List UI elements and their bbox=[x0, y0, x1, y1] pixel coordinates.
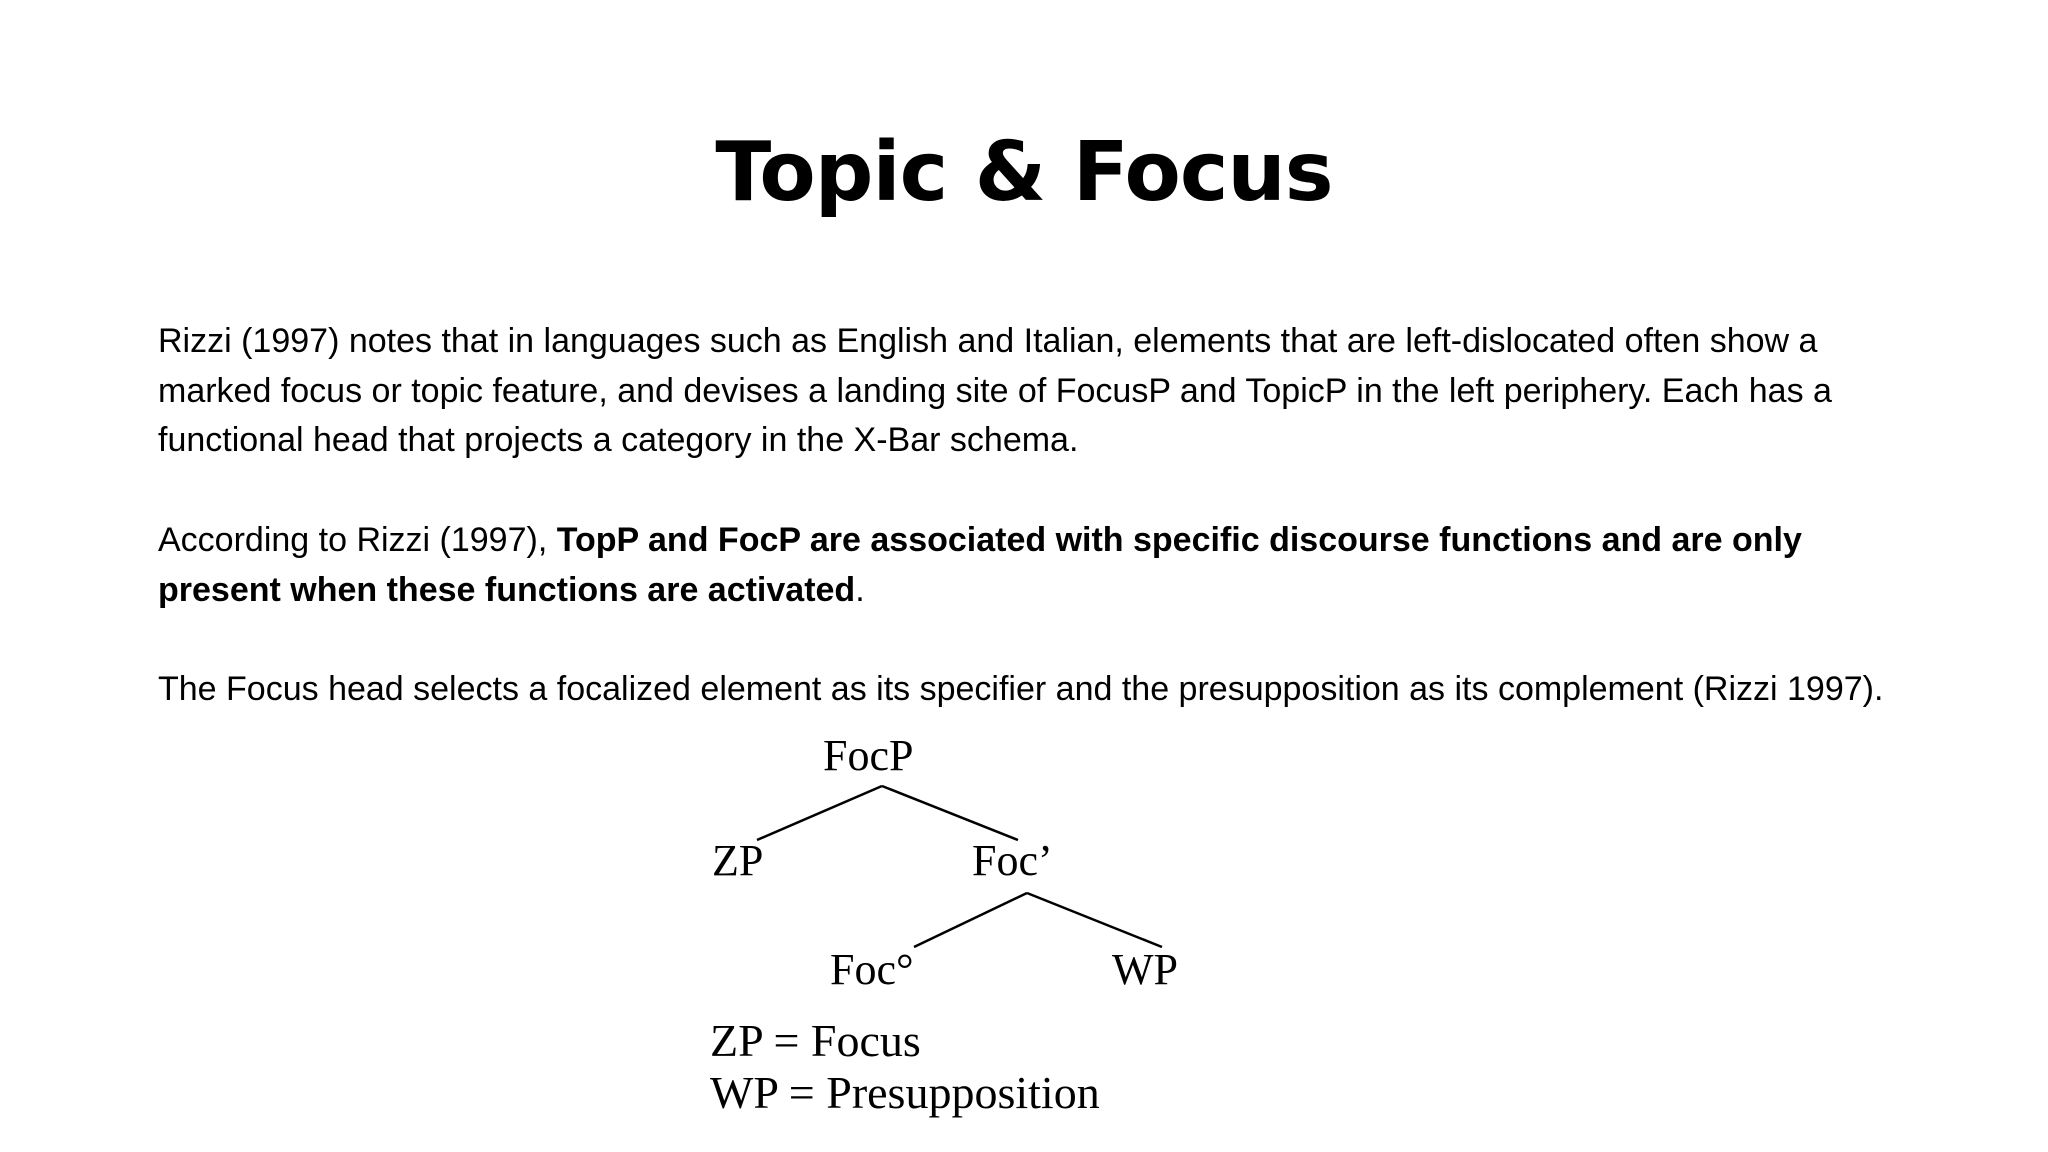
slide-title: Topic & Focus bbox=[715, 125, 1333, 220]
branch-focbar-foc bbox=[914, 893, 1027, 947]
branch-focp-focbar bbox=[882, 786, 1018, 840]
paragraph-discourse-lead: According to Rizzi (1997), bbox=[158, 521, 557, 559]
paragraph-discourse-bold: TopP and FocP are associated with specific discourse functions and are only present when these functions are activated bbox=[158, 521, 1802, 609]
tree-node-zp: ZP bbox=[712, 836, 764, 885]
tree-node-foc-head: Foc° bbox=[830, 945, 914, 994]
tree-node-focp: FocP bbox=[823, 731, 914, 780]
tree-legend-zp: ZP = Focus bbox=[710, 1015, 921, 1066]
tree-node-foc-bar: Foc’ bbox=[972, 836, 1053, 885]
tree-legend-wp: WP = Presupposition bbox=[710, 1067, 1100, 1118]
paragraph-discourse-tail: . bbox=[855, 570, 865, 609]
paragraph-rizzi-landing-site: Rizzi (1997) notes that in languages such as English and Italian, elements that are left-dislocated often show a marked focus or topic feature, and devises a landing site of FocusP and TopicP in the left periphery. Each has a functional head that projects a category in the X-Bar schema. bbox=[158, 322, 1832, 459]
branch-focbar-wp bbox=[1027, 893, 1162, 947]
paragraph-discourse-functions bbox=[158, 516, 1918, 615]
tree-node-wp: WP bbox=[1112, 945, 1178, 994]
focp-tree-diagram bbox=[700, 720, 1300, 1150]
branch-focp-zp bbox=[757, 786, 882, 840]
paragraph-focus-head: The Focus head selects a focalized element as its specifier and the presupposition as its complement (Rizzi 1997). bbox=[158, 670, 1884, 708]
focp-tree-svg bbox=[700, 720, 1300, 1150]
